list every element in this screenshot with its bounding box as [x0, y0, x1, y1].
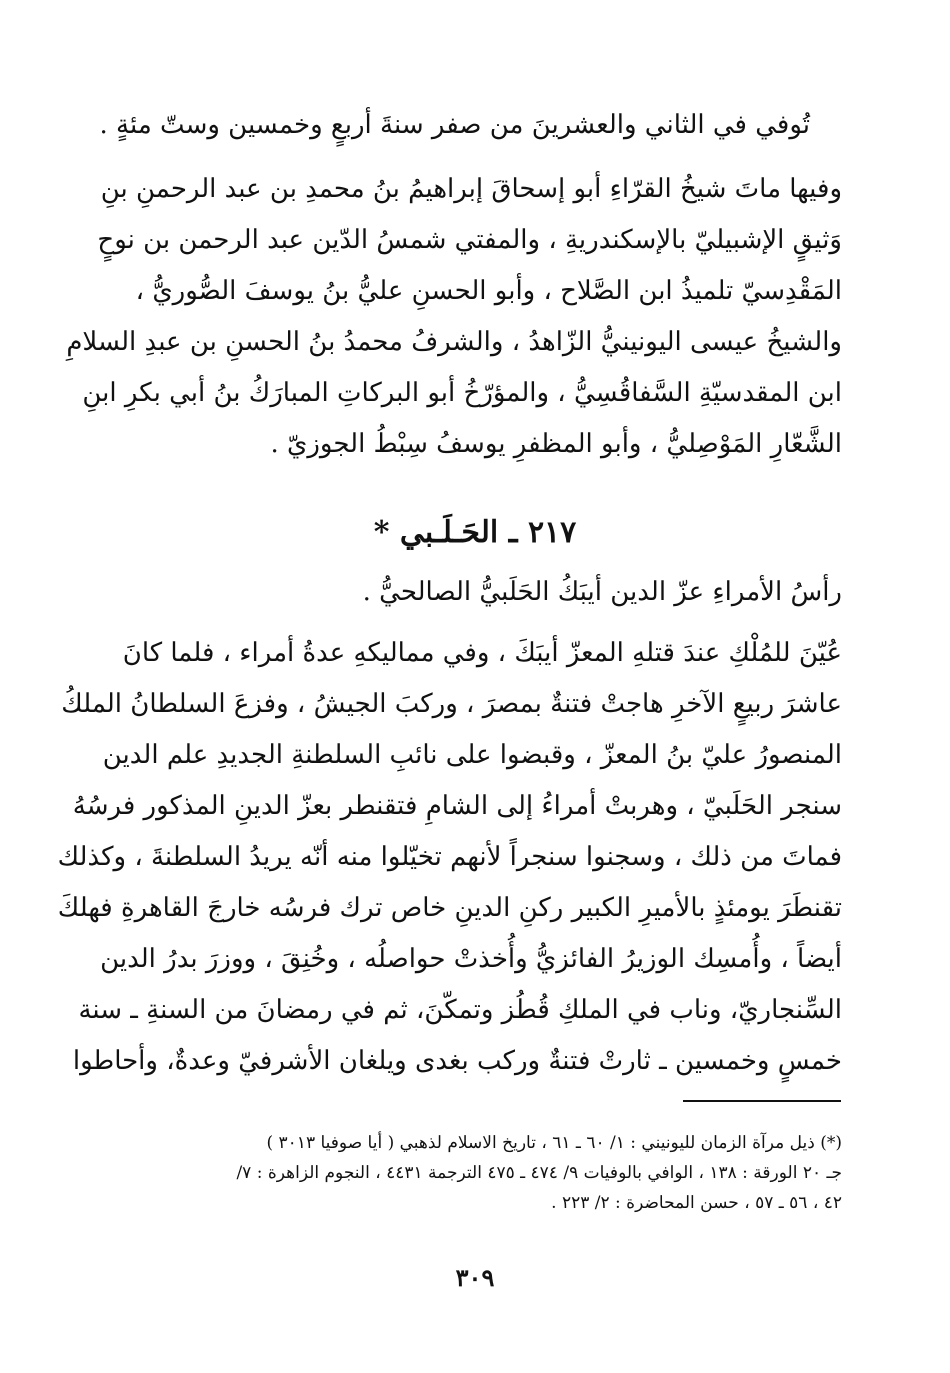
text-line: الشَّعّارِ المَوْصِليُّ ، وأبو المظفرِ يوسفُ سِبْطُ الجوزيّ .: [270, 429, 842, 459]
footnote-line: جـ ٢٠ الورقة : ١٣٨ ، الوافي بالوفيات ٩/ ٤٧٤ ـ ٤٧٥ الترجمة ٤٤٣١ ، النجوم الزاهرة : ٧/: [236, 1163, 842, 1183]
text-line: وفيها ماتَ شيخُ القرّاءِ أبو إسحاقَ إبراهيمُ بنُ محمدِ بن عبد الرحمنِ بنِ: [100, 174, 842, 204]
text-line: المنصورُ عليّ بنُ المعزّ ، وقبضوا على نائبِ السلطنةِ الجديدِ علم الدين: [102, 740, 842, 770]
text-line: تقنطَرَ يومئذٍ بالأميرِ الكبير ركنِ الدينِ خاص ترك فرسُه خارجَ القاهرةِ فهلكَ: [57, 893, 842, 923]
footnote-divider: [683, 1100, 841, 1102]
page-number: ٣٠٩: [455, 1263, 495, 1292]
text-line: والشيخُ عيسى اليونينيُّ الزّاهدُ ، والشرفُ محمدُ بنُ الحسنِ بن عبدِ السلامِ: [66, 327, 842, 357]
entry-heading: ٢١٧ ـ الحَـلَـبي *: [373, 515, 577, 550]
text-line: المَقْدِسيّ تلميذُ ابن الصَّلاح ، وأبو الحسنِ عليُّ بنُ يوسفَ الصُّوريُّ ،: [135, 276, 842, 306]
text-line: خمسٍ وخمسين ـ ثارتْ فتنةٌ وركب بغدى ويلغان الأشرفيّ وعدةٌ، وأحاطوا: [72, 1046, 842, 1076]
text-line: السِّنجاريّ، وناب في الملكِ قُطُز وتمكّنَ، ثم في رمضانَ من السنةِ ـ سنة: [78, 995, 842, 1025]
text-line: سنجر الحَلَبيّ ، وهربتْ أمراءُ إلى الشامِ فتقنطر بعزّ الدينِ المذكور فرسُهُ: [72, 791, 842, 821]
footnote-line: (*) ذيل مرآة الزمان لليونيني : ١/ ٦٠ ـ ٦١ ، تاريخ الاسلام لذهبي ( أيا صوفيا ٣٠١٣ ): [266, 1133, 842, 1153]
footnote-line: ٤٢ ، ٥٦ ـ ٥٧ ، حسن المحاضرة : ٢/ ٢٢٣ .: [551, 1193, 842, 1213]
text-line: عاشرَ ربيعٍ الآخرِ هاجتْ فتنةٌ بمصرَ ، وركبَ الجيشُ ، وفزعَ السلطانُ الملكُ: [61, 689, 842, 719]
text-line: فماتَ من ذلك ، وسجنوا سنجراً لأنهم تخيّلوا منه أنّه يريدُ السلطنةَ ، وكذلك: [57, 842, 842, 872]
text-line: وَثيقٍ الإشبيليّ بالإسكندريةِ ، والمفتي شمسُ الدّين عبد الرحمن بن نوحٍ: [97, 225, 842, 255]
text-line: ابن المقدسيّةِ السَّفاقُسِيُّ ، والمؤرّخُ أبو البركاتِ المبارَكُ بنُ أبي بكرِ ابنِ: [82, 378, 842, 408]
text-line: عُيّنَ للمُلْكِ عندَ قتلهِ المعزّ أيبَكَ ، وفي مماليكهِ عدةُ أمراء ، فلما كانَ: [122, 638, 842, 668]
text-line: تُوفي في الثاني والعشرينَ من صفر سنةَ أربعٍ وخمسين وستّ مئةٍ .: [99, 110, 810, 140]
entry-intro: رأسُ الأمراءِ عزّ الدين أيبَكُ الحَلَبيُّ الصالحيُّ .: [362, 577, 842, 607]
text-line: أيضاً ، وأُمسِك الوزيرُ الفائزيُّ وأُخذتْ حواصلُه ، وخُنِقَ ، ووزرَ بدرُ الدين: [100, 944, 842, 974]
